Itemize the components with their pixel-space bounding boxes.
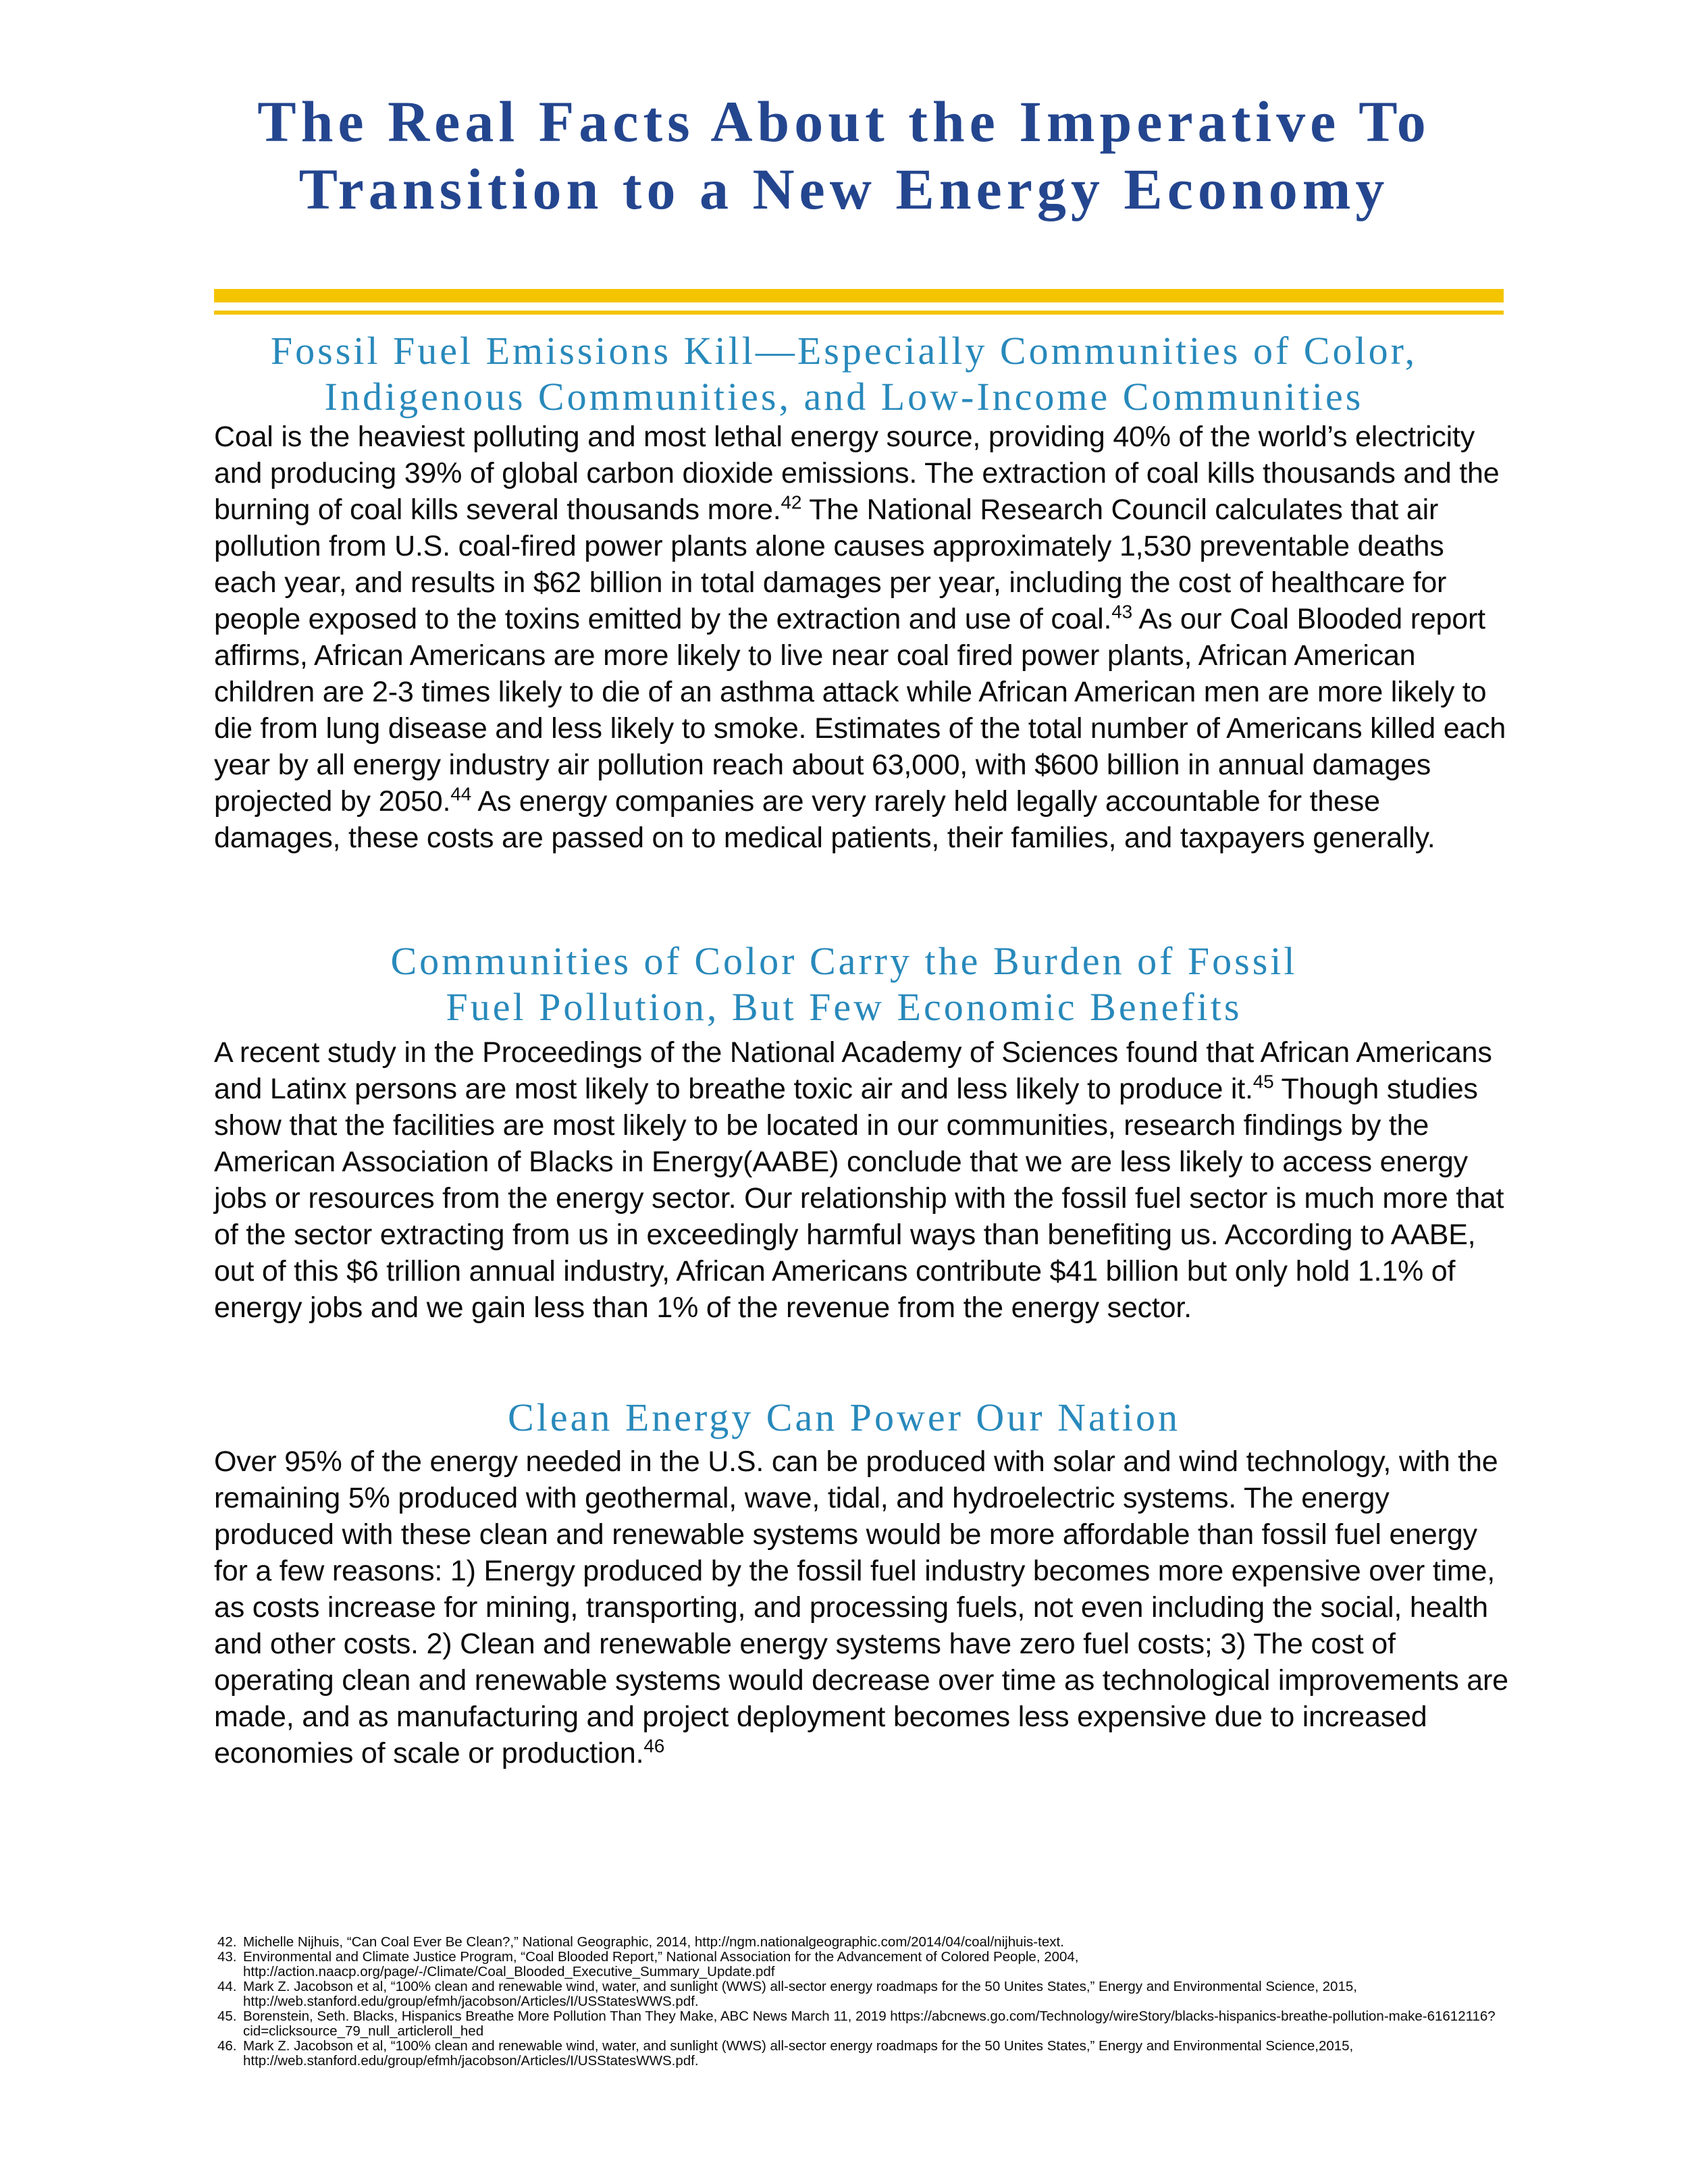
footnote-item — [217, 1979, 1500, 2009]
footnote-ref: 42 — [781, 491, 802, 513]
section-heading-line-1: Clean Energy Can Power Our Nation — [508, 1395, 1180, 1439]
footnote-item — [217, 2039, 1500, 2069]
footnote-number: 42. — [217, 1934, 237, 1950]
section-body-burden — [214, 1034, 1510, 1326]
section-heading-emissions — [0, 328, 1688, 420]
footnote-text: Mark Z. Jacobson et al, “100% clean and renewable wind, water, and sunlight (WWS) all-sector energy roadmaps for the 50 Unites States,” Energy and Environmental Science,2015, http://web.stanford.edu/group/efmh/jacobson/Articles/I/USStatesWWS.pdf. — [243, 2038, 1354, 2069]
body-text-segment: Coal is the heaviest polluting and most lethal energy source, providing 40% of the world’s electricity and producing 39% of global carbon dioxide emissions. The extraction of coal kills thousands and the burning of coal kills several thousands more. — [214, 421, 1500, 526]
footnotes — [217, 1935, 1500, 2069]
section-heading-line-2: Indigenous Communities, and Low-Income Communities — [324, 375, 1364, 419]
body-text-segment: As our Coal Blooded report affirms, African Americans are more likely to live near coal fired power plants, African American children are 2-3 times likely to die of an asthma attack while African American men are more likely to die from lung disease and less likely to smoke. Estimates of the total number of Americans killed each year by all energy industry air pollution reach about 63,000, with $600 billion in annual damages projected by 2050. — [214, 603, 1506, 818]
section-heading-line-1: Fossil Fuel Emissions Kill—Especially Communities of Color, — [270, 329, 1418, 373]
body-text-segment: A recent study in the Proceedings of the National Academy of Sciences found that African Americans and Latinx persons are most likely to breathe toxic air and less likely to produce it. — [214, 1036, 1492, 1105]
page-title — [0, 88, 1688, 223]
footnote-number: 44. — [217, 1979, 237, 1994]
footnote-text: Borenstein, Seth. Blacks, Hispanics Breathe More Pollution Than They Make, ABC News March 11, 2019 https://abcnews.go.com/Technology/wireStory/blacks-hispanics-breathe-pollution-make-61612116?cid=clicksource_79_null_articleroll_hed — [243, 2008, 1496, 2039]
section-heading-line-2: Fuel Pollution, But Few Economic Benefits — [446, 985, 1242, 1029]
footnote-text: Michelle Nijhuis, “Can Coal Ever Be Clean?,” National Geographic, 2014, http://ngm.nationalgeographic.com/2014/04/coal/nijhuis-text. — [243, 1934, 1064, 1950]
footnote-ref: 45 — [1252, 1071, 1274, 1092]
footnote-ref: 43 — [1111, 601, 1132, 622]
footnote-text: Mark Z. Jacobson et al, “100% clean and renewable wind, water, and sunlight (WWS) all-sector energy roadmaps for the 50 Unites States,” Energy and Environmental Science, 2015, http://web.stanford.edu/group/efmh/jacobson/Articles/I/USStatesWWS.pdf. — [243, 1979, 1357, 2009]
footnote-text: Environmental and Climate Justice Program, “Coal Blooded Report,” National Association for the Advancement of Colored People, 2004, http://action.naacp.org/page/-/Climate/Coal_Blooded_Executive_Summary_Update.pdf — [243, 1949, 1079, 1979]
body-text-segment: As energy companies are very rarely held legally accountable for these damages, these costs are passed on to medical patients, their families, and taxpayers generally. — [214, 785, 1435, 854]
footnote-ref: 46 — [643, 1735, 665, 1757]
section-heading-line-1: Communities of Color Carry the Burden of Fossil — [390, 939, 1298, 983]
footnote-item — [217, 2009, 1500, 2039]
page-title-line-2: Transition to a New Energy Economy — [298, 157, 1390, 221]
footnote-item — [217, 1935, 1500, 1950]
section-heading-clean-energy — [0, 1395, 1688, 1441]
title-divider-thick — [214, 289, 1504, 302]
section-body-emissions — [214, 419, 1510, 856]
body-text-segment: Though studies show that the facilities are most likely to be located in our communities, research findings by the American Association of Blacks in Energy(AABE) conclude that we are less likely to access energy jobs or resources from the energy sector. Our relationship with the fossil fuel sector is much more that of the sector extracting from us in exceedingly harmful ways than benefiting us. According to AABE, out of this $6 trillion annual industry, African Americans contribute $41 billion but only hold 1.1% of energy jobs and we gain less than 1% of the revenue from the energy sector. — [214, 1073, 1504, 1324]
footnote-ref: 44 — [450, 783, 471, 805]
section-heading-burden — [0, 938, 1688, 1030]
body-text-segment: The National Research Council calculates that air pollution from U.S. coal-fired power plants alone causes approximately 1,530 preventable deaths each year, and results in $62 billion in total damages per year, including the cost of healthcare for people exposed to the toxins emitted by the extraction and use of coal. — [214, 494, 1447, 635]
footnote-number: 46. — [217, 2038, 237, 2054]
footnote-number: 45. — [217, 2008, 237, 2024]
body-text-segment: Over 95% of the energy needed in the U.S. can be produced with solar and wind technology, with the remaining 5% produced with geothermal, wave, tidal, and hydroelectric systems. The energy produced with these clean and renewable systems would be more affordable than fossil fuel energy for a few reasons: 1) Energy produced by the fossil fuel industry becomes more expensive over time, as costs increase for mining, transporting, and processing fuels, not even including the social, health and other costs. 2) Clean and renewable energy systems have zero fuel costs; 3) The cost of operating clean and renewable systems would decrease over time as technological improvements are made, and as manufacturing and project deployment becomes less expensive due to increased economies of scale or production. — [214, 1445, 1508, 1769]
footnote-item — [217, 1950, 1500, 1979]
section-body-clean-energy — [214, 1443, 1510, 1772]
page-title-line-1: The Real Facts About the Imperative To — [257, 89, 1431, 154]
footnote-number: 43. — [217, 1949, 237, 1965]
title-divider-thin — [214, 311, 1504, 315]
